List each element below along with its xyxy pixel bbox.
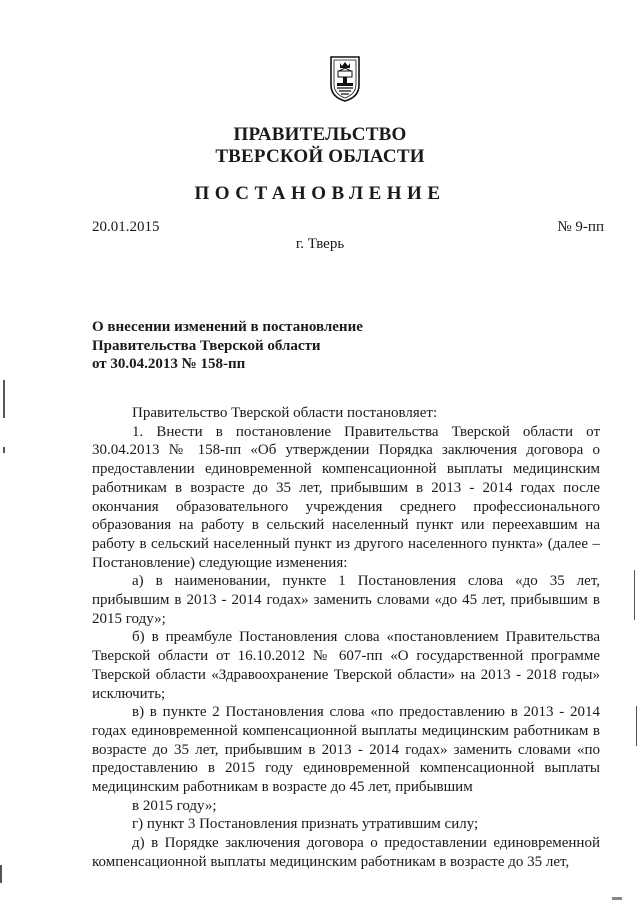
body-intro: Правительство Тверской области постановляет: (132, 405, 438, 421)
body-paragraph-1: 1. Внести в постановление Правительства Тверской области от 30.04.2013 № 158-пп «Об утверждении Порядка заключения договора о предоставлении единовременной компенсационной выплаты медицинским работникам в возрасте до 35 лет, прибывшим в 2013 - 2014 годах после окончания образовательного учреждения среднего профессионального образования на работу в сельский населенный пункт или переехавшим на работу в сельский населенный пункт из другого населенного пункта» (далее – Постановление) следующие изменения: (92, 423, 600, 571)
document-date: 20.01.2015 (92, 219, 160, 235)
body-item-a: а) в наименовании, пункте 1 Постановления слова «до 35 лет, прибывшим в 2013 - 2014 годах» заменить словами «до 45 лет, прибывшим в 2015 году»; (92, 573, 600, 627)
subject-line: Правительства Тверской области (92, 337, 321, 354)
org-title-line2: ТВЕРСКОЙ ОБЛАСТИ (215, 146, 425, 167)
document-body (92, 404, 600, 872)
scan-edge-mark (3, 380, 5, 418)
scan-edge-mark (612, 897, 622, 900)
tver-coat-of-arms-icon (327, 55, 363, 103)
document-type-heading: ПОСТАНОВЛЕНИЕ (194, 183, 446, 204)
document-city: г. Тверь (295, 236, 345, 252)
subject-line: от 30.04.2013 № 158-пп (92, 356, 246, 372)
body-item-g: г) пункт 3 Постановления признать утратившим силу; (132, 816, 479, 833)
org-title-line1: ПРАВИТЕЛЬСТВО (233, 124, 407, 145)
body-item-d: д) в Порядке заключения договора о предоставлении единовременной компенсационной выплаты медицинским работникам в возрасте до 35 лет, (92, 835, 600, 870)
scan-edge-mark (3, 447, 5, 453)
document-subject (92, 318, 363, 374)
scan-edge-mark (634, 570, 636, 620)
scan-edge-mark (0, 865, 2, 883)
body-item-v-tail: в 2015 году»; (132, 797, 217, 814)
document-number: № 9-пп (557, 219, 604, 235)
body-item-b: б) в преамбуле Постановления слова «постановлением Правительства Тверской области от 16.10.2012 № 607-пп «О государственной программе Тверской области «Здравоохранение Тверской области» на 2013 - 2018 годы» исключить; (92, 629, 600, 702)
body-item-v: в) в пункте 2 Постановления слова «по предоставлению в 2013 - 2014 годах единовременной компенсационной выплаты медицинским работникам в возрасте до 35 лет, прибывшим в 2013 - 2014 годах» заменить словами «по предоставлению в 2015 году единовременной компенсационной выплаты медицинским работникам в возрасте до 45 лет, прибывшим (92, 704, 600, 796)
subject-line: О внесении изменений в постановление (92, 319, 363, 335)
scan-edge-mark (636, 706, 638, 746)
